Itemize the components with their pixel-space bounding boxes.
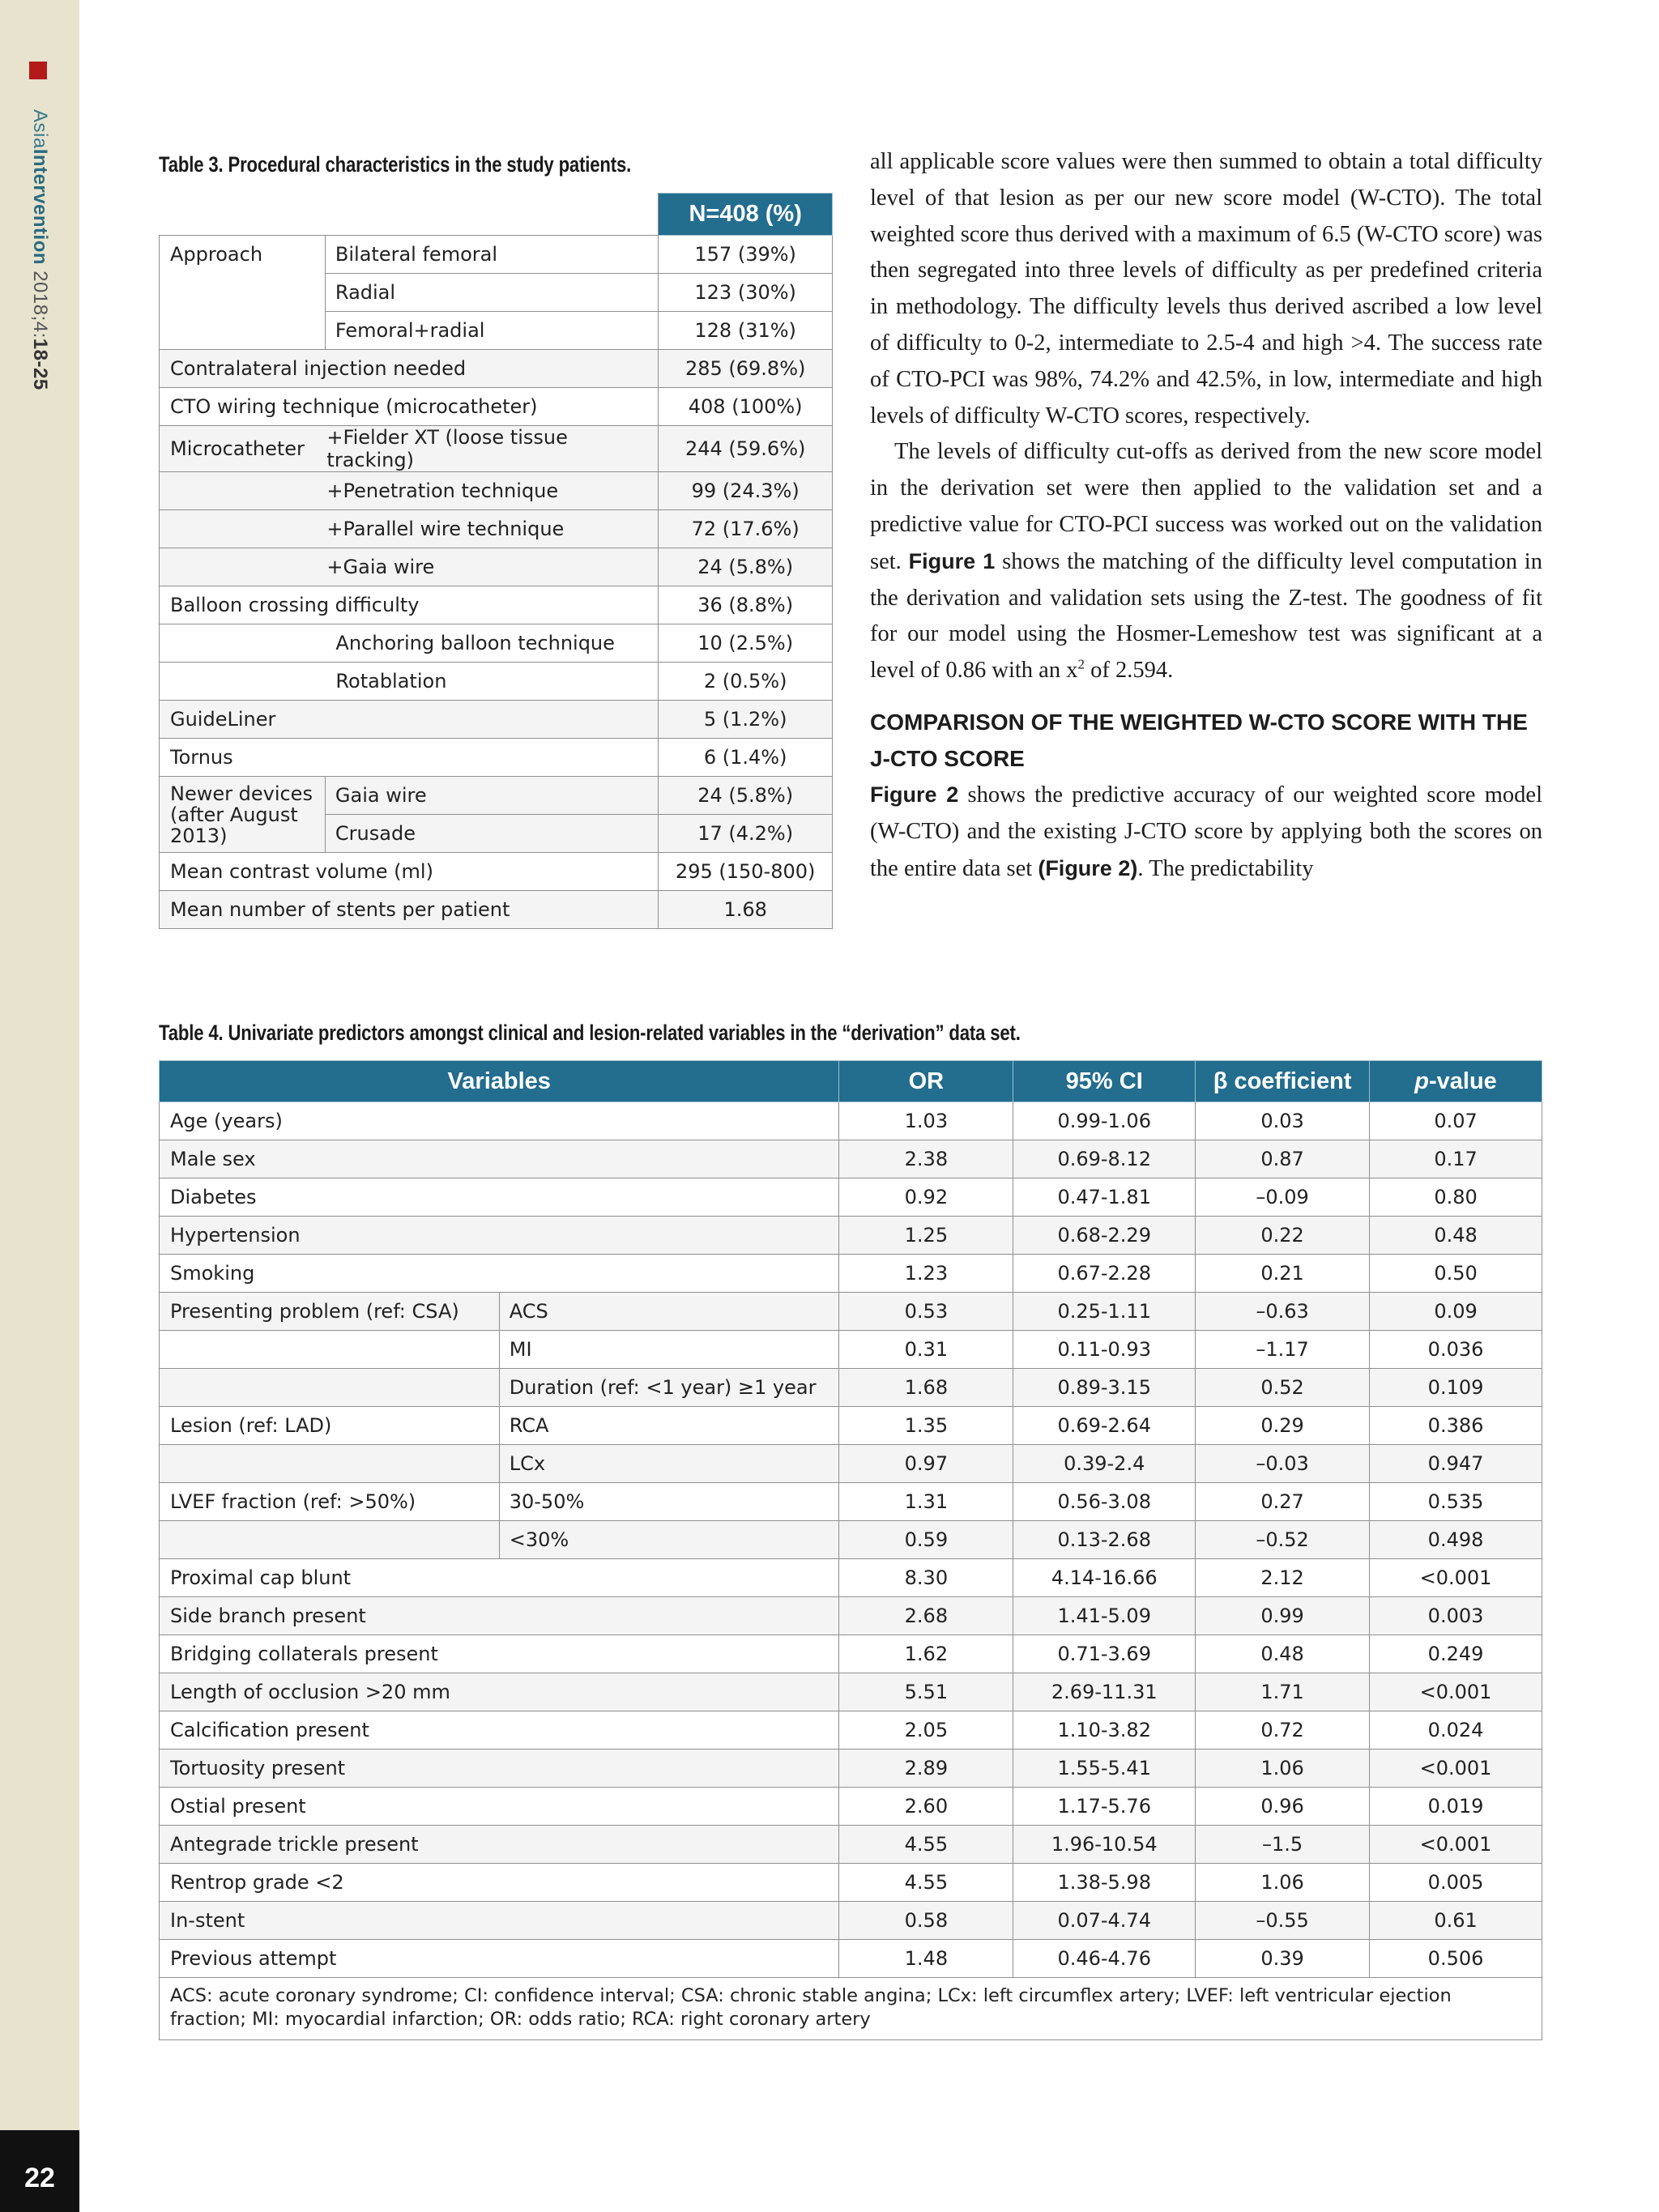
p-value: 0.249 (1370, 1635, 1542, 1673)
table-row (160, 1635, 1542, 1673)
table-row (160, 1293, 1542, 1331)
table-row (160, 1483, 1542, 1521)
variable-label (160, 1521, 500, 1559)
or-value: 1.48 (839, 1940, 1013, 1978)
or-value: 0.59 (839, 1521, 1013, 1559)
cell-value: 128 (31%) (659, 312, 833, 350)
variable-label: Smoking (160, 1255, 839, 1293)
or-value: 0.31 (839, 1331, 1013, 1369)
beta-value: 0.99 (1196, 1597, 1370, 1635)
table-row (160, 1369, 1542, 1407)
cell-value: 1.68 (659, 891, 833, 929)
table-row (160, 1940, 1542, 1978)
table-row (160, 1178, 1542, 1217)
table4-footnote: ACS: acute coronary syndrome; CI: confidence interval; CSA: chronic stable angina; LCx: left circumflex artery; LVEF: left ventricular ejection fraction; MI: myocardial infarction; OR: odds ratio; RCA: right coronary artery (160, 1978, 1542, 2040)
p-value: <0.001 (1370, 1559, 1542, 1597)
variable-label (160, 1331, 500, 1369)
ci-value: 0.67-2.28 (1013, 1255, 1196, 1293)
cell-value: 17 (4.2%) (659, 815, 833, 853)
table4-caption: Table 4. Univariate predictors amongst clinical and lesion-related variables in the “derivation” data set. (159, 1021, 1021, 1045)
table-row (160, 1597, 1542, 1635)
variable-sublabel: <30% (499, 1521, 839, 1559)
beta-value: 0.22 (1196, 1217, 1370, 1255)
cell-label: Anchoring balloon technique (325, 624, 658, 663)
cell-value: 99 (24.3%) (659, 472, 833, 510)
variable-label (160, 1369, 500, 1407)
p-value: 0.07 (1370, 1102, 1542, 1140)
variable-label: Antegrade trickle present (160, 1826, 839, 1864)
table-row (160, 1902, 1542, 1940)
p-value: 0.17 (1370, 1140, 1542, 1178)
ci-value: 4.14-16.66 (1013, 1559, 1196, 1597)
cell-label: +Parallel wire technique (325, 510, 658, 548)
beta-value: 1.06 (1196, 1864, 1370, 1902)
beta-value: 1.71 (1196, 1673, 1370, 1711)
ci-value: 0.69-8.12 (1013, 1140, 1196, 1178)
variable-label: Calcification present (160, 1711, 839, 1750)
cell-value: 157 (39%) (659, 236, 833, 274)
journal-sidebar (0, 0, 79, 2212)
ci-value: 1.96-10.54 (1013, 1826, 1196, 1864)
journal-running-head (28, 109, 52, 417)
table-row (160, 1559, 1542, 1597)
blank-cell (160, 663, 326, 701)
p-value: 0.48 (1370, 1217, 1542, 1255)
beta-value: 0.48 (1196, 1635, 1370, 1673)
beta-value: 0.21 (1196, 1255, 1370, 1293)
p-value: 0.61 (1370, 1902, 1542, 1940)
or-value: 8.30 (839, 1559, 1013, 1597)
table-row (160, 1140, 1542, 1178)
cell-label: Bilateral femoral (325, 236, 658, 274)
variable-label: Diabetes (160, 1178, 839, 1217)
row-label-guideliner: GuideLiner (160, 701, 659, 739)
section-heading: COMPARISON OF THE WEIGHTED W-CTO SCORE WITH THE J-CTO SCORE (870, 709, 1528, 771)
or-value: 0.97 (839, 1445, 1013, 1483)
beta-value: 1.06 (1196, 1750, 1370, 1788)
cell-value: 408 (100%) (659, 388, 833, 426)
beta-value: 0.52 (1196, 1369, 1370, 1407)
table-row (160, 1711, 1542, 1750)
header-or: OR (839, 1061, 1013, 1102)
variable-label: Age (years) (160, 1102, 839, 1140)
cell-label: Radial (325, 274, 658, 312)
variable-label: In-stent (160, 1902, 839, 1940)
paragraph: Figure 2 shows the predictive accuracy of our weighted score model (W-CTO) and the existing J-CTO score by applying both the scores on the entire data set (Figure 2). The predictability (870, 782, 1542, 881)
table4 (159, 1060, 1542, 2040)
cell-label: Gaia wire (325, 777, 658, 815)
p-value: 0.005 (1370, 1864, 1542, 1902)
or-value: 5.51 (839, 1673, 1013, 1711)
p-value: 0.80 (1370, 1178, 1542, 1217)
blank-cell (160, 472, 326, 510)
blank-cell (160, 548, 326, 586)
p-value: 0.036 (1370, 1331, 1542, 1369)
header-p-value: p-value (1370, 1061, 1542, 1102)
variable-sublabel: LCx (499, 1445, 839, 1483)
beta-value: –0.03 (1196, 1445, 1370, 1483)
table3-caption: Table 3. Procedural characteristics in the study patients. (159, 152, 632, 177)
row-label-balloon: Balloon crossing difficulty (160, 586, 659, 624)
cell-value: 285 (69.8%) (659, 350, 833, 388)
p-value: <0.001 (1370, 1673, 1542, 1711)
p-value: 0.498 (1370, 1521, 1542, 1559)
beta-value: 0.29 (1196, 1407, 1370, 1445)
row-label-approach: Approach (160, 236, 326, 350)
journal-name-a: Asia (29, 109, 51, 149)
cell-label: +Fielder XT (loose tissue tracking) (325, 426, 658, 472)
variable-label: Rentrop grade <2 (160, 1864, 839, 1902)
table-row (160, 1445, 1542, 1483)
beta-value: 0.27 (1196, 1483, 1370, 1521)
p-value: 0.386 (1370, 1407, 1542, 1445)
table-row (160, 1255, 1542, 1293)
header-beta: β coefficient (1196, 1061, 1370, 1102)
cell-value: 123 (30%) (659, 274, 833, 312)
variable-label: Hypertension (160, 1217, 839, 1255)
cell-label: Rotablation (325, 663, 658, 701)
variable-label: Proximal cap blunt (160, 1559, 839, 1597)
variable-label: Tortuosity present (160, 1750, 839, 1788)
ci-value: 0.69-2.64 (1013, 1407, 1196, 1445)
ci-value: 0.71-3.69 (1013, 1635, 1196, 1673)
beta-value: 0.39 (1196, 1940, 1370, 1978)
or-value: 1.35 (839, 1407, 1013, 1445)
or-value: 1.03 (839, 1102, 1013, 1140)
beta-value: 0.96 (1196, 1788, 1370, 1826)
variable-label: Presenting problem (ref: CSA) (160, 1293, 500, 1331)
p-value: <0.001 (1370, 1826, 1542, 1864)
p-value: 0.109 (1370, 1369, 1542, 1407)
cell-value: 72 (17.6%) (659, 510, 833, 548)
p-value: 0.947 (1370, 1445, 1542, 1483)
p-value: 0.019 (1370, 1788, 1542, 1826)
beta-value: –0.55 (1196, 1902, 1370, 1940)
ci-value: 0.11-0.93 (1013, 1331, 1196, 1369)
p-value: 0.50 (1370, 1255, 1542, 1293)
or-value: 4.55 (839, 1864, 1013, 1902)
cell-value: 24 (5.8%) (659, 777, 833, 815)
ci-value: 0.89-3.15 (1013, 1369, 1196, 1407)
cell-value: 36 (8.8%) (659, 586, 833, 624)
beta-value: –1.5 (1196, 1826, 1370, 1864)
variable-sublabel: 30-50% (499, 1483, 839, 1521)
page-number: 22 (0, 2130, 79, 2212)
cell-value: 10 (2.5%) (659, 624, 833, 663)
blank-cell (160, 510, 326, 548)
cell-label: Femoral+radial (325, 312, 658, 350)
row-label-contrast: Mean contrast volume (ml) (160, 853, 659, 891)
variable-label: Previous attempt (160, 1940, 839, 1978)
p-value: 0.024 (1370, 1711, 1542, 1750)
p-value: <0.001 (1370, 1750, 1542, 1788)
or-value: 0.53 (839, 1293, 1013, 1331)
table3-header-n: N=408 (%) (659, 194, 833, 236)
ci-value: 0.68-2.29 (1013, 1217, 1196, 1255)
variable-label (160, 1445, 500, 1483)
cell-value: 295 (150-800) (659, 853, 833, 891)
header-ci: 95% CI (1013, 1061, 1196, 1102)
or-value: 2.60 (839, 1788, 1013, 1826)
paragraph: The levels of difficulty cut-offs as derived from the new score model in the derivation set were then applied to the validation set and a predictive value for CTO-PCI success was worked out on the validation set. Figure 1 shows the matching of the difficulty level computation in the derivation and validation sets using the Z-test. The goodness of fit for our model using the Hosmer-Lemeshow test was significant at a level of 0.86 with an $x^2$ of 2.594. (870, 439, 1542, 684)
header-variables: Variables (160, 1061, 839, 1102)
journal-pages: 18-25 (29, 338, 51, 390)
table3-header-blank (160, 194, 659, 236)
variable-label: Lesion (ref: LAD) (160, 1407, 500, 1445)
ci-value: 0.25-1.11 (1013, 1293, 1196, 1331)
ci-value: 0.99-1.06 (1013, 1102, 1196, 1140)
variable-label: Male sex (160, 1140, 839, 1178)
ci-value: 1.41-5.09 (1013, 1597, 1196, 1635)
cell-label: +Gaia wire (325, 548, 658, 586)
journal-year-volume: 2018;4: (29, 265, 51, 339)
figure-reference: Figure 1 (908, 548, 996, 573)
table3 (159, 193, 833, 929)
cell-label: Crusade (325, 815, 658, 853)
row-label-contralateral: Contralateral injection needed (160, 350, 659, 388)
or-value: 0.58 (839, 1902, 1013, 1940)
or-value: 0.92 (839, 1178, 1013, 1217)
paragraph: all applicable score values were then summed to obtain a total difficulty level of that lesion as per our new score model (W-CTO). The total weighted score thus derived with a maximum of 6.5 (W-CTO score) was then segregated into three levels of difficulty as per predefined criteria in methodology. The difficulty levels thus derived ascribed a low level of difficulty to 0-2, intermediate to 2.5-4 and high >4. The success rate of CTO-PCI was 98%, 74.2% and 42.5%, in low, intermediate and high levels of difficulty W-CTO scores, respectively. (870, 149, 1542, 428)
cell-value: 244 (59.6%) (659, 426, 833, 472)
ci-value: 0.39-2.4 (1013, 1445, 1196, 1483)
table-row (160, 1826, 1542, 1864)
variable-label: Bridging collaterals present (160, 1635, 839, 1673)
variable-label: Ostial present (160, 1788, 839, 1826)
blank-cell (160, 624, 326, 663)
or-value: 1.23 (839, 1255, 1013, 1293)
table-row (160, 1407, 1542, 1445)
cell-value: 2 (0.5%) (659, 663, 833, 701)
table-row (160, 1673, 1542, 1711)
ci-value: 1.10-3.82 (1013, 1711, 1196, 1750)
row-label-tornus: Tornus (160, 739, 659, 777)
p-value: 0.09 (1370, 1293, 1542, 1331)
journal-name-b: Intervention (29, 148, 51, 266)
beta-value: –0.09 (1196, 1178, 1370, 1217)
row-label-stents: Mean number of stents per patient (160, 891, 659, 929)
section-marker (29, 62, 47, 79)
table-row (160, 1521, 1542, 1559)
row-label-newer-devices: Newer devices (after August 2013) (160, 777, 326, 853)
beta-value: 2.12 (1196, 1559, 1370, 1597)
table-row (160, 1102, 1542, 1140)
row-label-microcatheter: Microcatheter (160, 426, 326, 472)
or-value: 1.25 (839, 1217, 1013, 1255)
table-row (160, 1331, 1542, 1369)
or-value: 2.89 (839, 1750, 1013, 1788)
or-value: 2.05 (839, 1711, 1013, 1750)
or-value: 4.55 (839, 1826, 1013, 1864)
p-value: 0.535 (1370, 1483, 1542, 1521)
beta-value: 0.72 (1196, 1711, 1370, 1750)
beta-value: 0.87 (1196, 1140, 1370, 1178)
or-value: 2.38 (839, 1140, 1013, 1178)
variable-sublabel: MI (499, 1331, 839, 1369)
table-row (160, 1788, 1542, 1826)
ci-value: 1.55-5.41 (1013, 1750, 1196, 1788)
cell-value: 6 (1.4%) (659, 739, 833, 777)
beta-value: –1.17 (1196, 1331, 1370, 1369)
figure-reference: (Figure 2) (1038, 855, 1138, 880)
table-row (160, 1750, 1542, 1788)
or-value: 1.62 (839, 1635, 1013, 1673)
ci-value: 0.13-2.68 (1013, 1521, 1196, 1559)
cell-label: +Penetration technique (325, 472, 658, 510)
body-text-column (870, 144, 1542, 887)
variable-sublabel: RCA (499, 1407, 839, 1445)
row-label-cto-wiring: CTO wiring technique (microcatheter) (160, 388, 659, 426)
ci-value: 2.69-11.31 (1013, 1673, 1196, 1711)
ci-value: 0.56-3.08 (1013, 1483, 1196, 1521)
beta-value: –0.52 (1196, 1521, 1370, 1559)
figure-reference: Figure 2 (870, 782, 959, 807)
or-value: 1.31 (839, 1483, 1013, 1521)
variable-label: Side branch present (160, 1597, 839, 1635)
ci-value: 0.47-1.81 (1013, 1178, 1196, 1217)
variable-label: Length of occlusion >20 mm (160, 1673, 839, 1711)
p-value: 0.506 (1370, 1940, 1542, 1978)
ci-value: 0.07-4.74 (1013, 1902, 1196, 1940)
cell-value: 5 (1.2%) (659, 701, 833, 739)
table-row (160, 1864, 1542, 1902)
or-value: 1.68 (839, 1369, 1013, 1407)
beta-value: 0.03 (1196, 1102, 1370, 1140)
or-value: 2.68 (839, 1597, 1013, 1635)
variable-sublabel: Duration (ref: <1 year) ≥1 year (499, 1369, 839, 1407)
ci-value: 1.38-5.98 (1013, 1864, 1196, 1902)
variable-label: LVEF fraction (ref: >50%) (160, 1483, 500, 1521)
beta-value: –0.63 (1196, 1293, 1370, 1331)
cell-value: 24 (5.8%) (659, 548, 833, 586)
ci-value: 0.46-4.76 (1013, 1940, 1196, 1978)
table-row (160, 1217, 1542, 1255)
variable-sublabel: ACS (499, 1293, 839, 1331)
p-value: 0.003 (1370, 1597, 1542, 1635)
ci-value: 1.17-5.76 (1013, 1788, 1196, 1826)
